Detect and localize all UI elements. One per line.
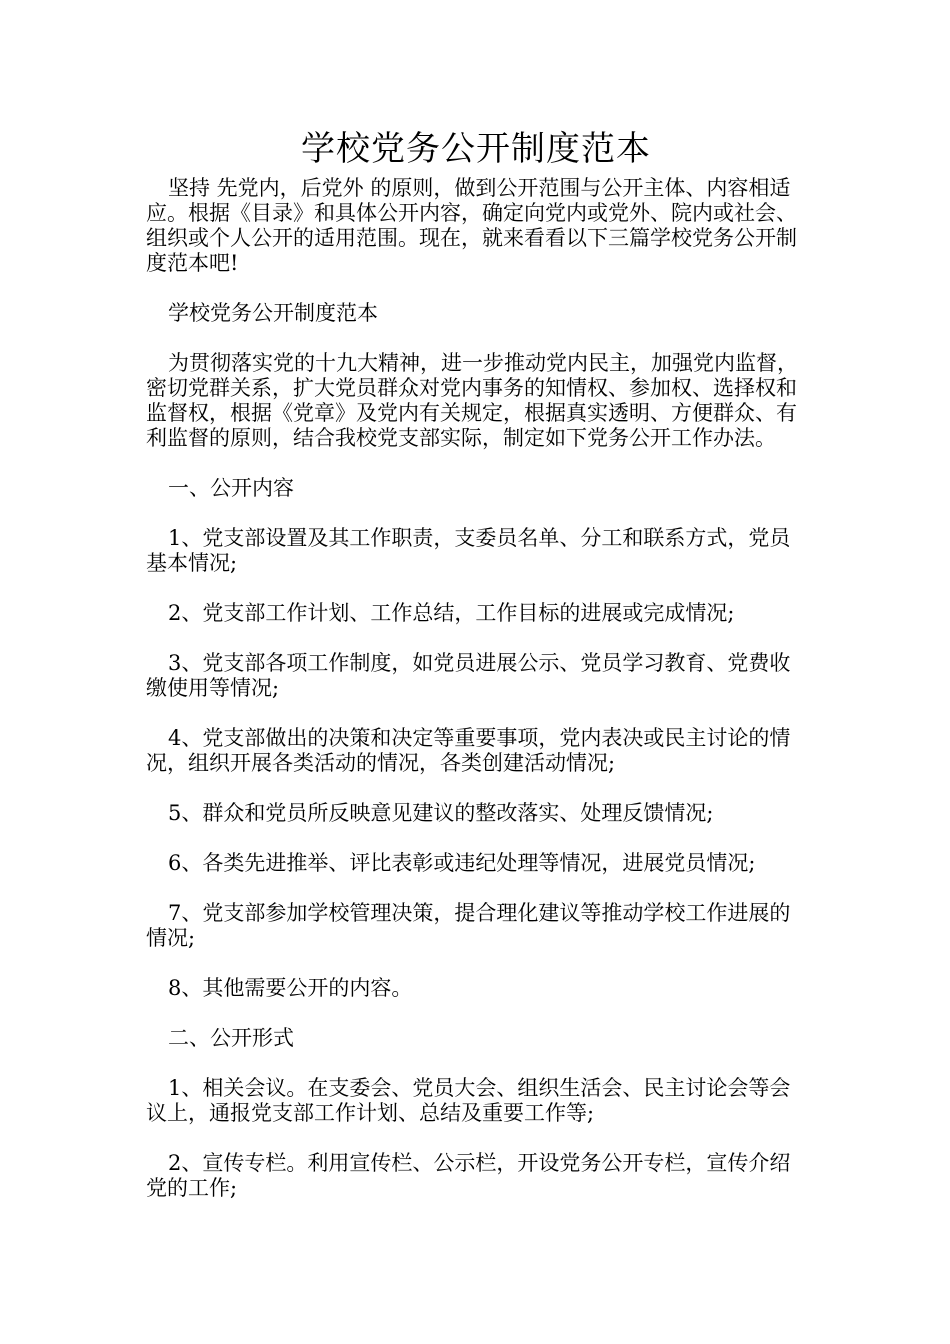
paragraph-gap <box>146 1001 806 1026</box>
heading-disclosure-content: 一、公开内容 <box>168 476 294 500</box>
list-item: 2、宣传专栏。利用宣传栏、公示栏，开设党务公开专栏，宣传介绍党的工作; <box>146 1151 791 1200</box>
list-item: 2、党支部工作计划、工作总结，工作目标的进展或完成情况; <box>168 601 735 625</box>
intro-paragraph: 坚持 先党内，后党外 的原则，做到公开范围与公开主体、内容相适应。根据《目录》和具体公开内容，确定向党内或党外、院内或社会、组织或个人公开的适用范围。现在，就来看看以下三篇学校党务公开制度范本吧! <box>146 176 797 275</box>
paragraph-gap <box>146 701 806 726</box>
heading-disclosure-form: 二、公开形式 <box>168 1026 294 1050</box>
list-item: 4、党支部做出的决策和决定等重要事项，党内表决或民主讨论的情况，组织开展各类活动的情况，各类创建活动情况; <box>146 726 791 775</box>
paragraph-gap <box>146 451 806 476</box>
paragraph-gap <box>146 576 806 601</box>
paragraph-gap <box>146 276 806 301</box>
paragraph-gap <box>146 501 806 526</box>
paragraph-gap <box>146 876 806 901</box>
list-item: 5、群众和党员所反映意见建议的整改落实、处理反馈情况; <box>168 801 714 825</box>
document-title: 学校党务公开制度范本 <box>301 129 651 169</box>
preamble-paragraph: 为贯彻落实党的十九大精神，进一步推动党内民主，加强党内监督，密切党群关系，扩大党员群众对党内事务的知情权、参加权、选择权和监督权，根据《党章》及党内有关规定，根据真实透明、方便群众、有利监督的原则，结合我校党支部实际，制定如下党务公开工作办法。 <box>146 351 798 450</box>
document-page <box>146 128 806 1201</box>
paragraph-gap <box>146 776 806 801</box>
paragraph-gap <box>146 626 806 651</box>
list-item: 6、各类先进推举、评比表彰或违纪处理等情况，进展党员情况; <box>168 851 756 875</box>
paragraph-gap <box>146 1051 806 1076</box>
list-item: 1、党支部设置及其工作职责，支委员名单、分工和联系方式，党员基本情况; <box>146 526 791 575</box>
list-item: 3、党支部各项工作制度，如党员进展公示、党员学习教育、党费收缴使用等情况; <box>146 651 791 700</box>
paragraph-gap <box>146 1126 806 1151</box>
paragraph-gap <box>146 951 806 976</box>
list-item: 8、其他需要公开的内容。 <box>168 976 413 1000</box>
paragraph-gap <box>146 826 806 851</box>
list-item: 1、相关会议。在支委会、党员大会、组织生活会、民主讨论会等会议上，通报党支部工作计划、总结及重要工作等; <box>146 1076 791 1125</box>
paragraph-gap <box>146 326 806 351</box>
list-item: 7、党支部参加学校管理决策，提合理化建议等推动学校工作进展的情况; <box>146 901 791 950</box>
section-subtitle: 学校党务公开制度范本 <box>168 301 378 325</box>
